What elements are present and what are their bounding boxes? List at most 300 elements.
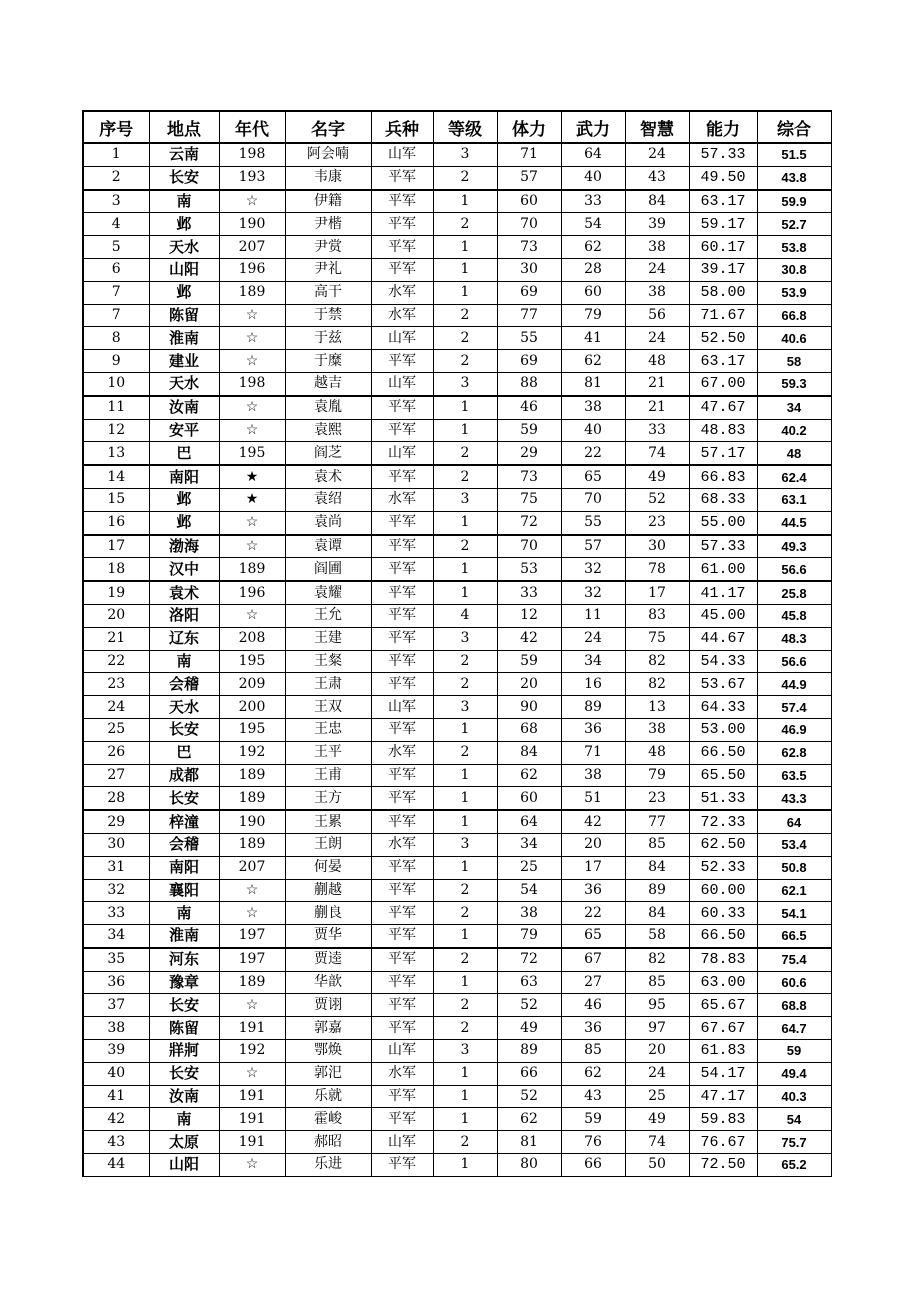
cell-name: 郭嘉 (285, 1017, 371, 1040)
cell-ability: 47.67 (689, 396, 757, 419)
cell-level: 1 (433, 1154, 497, 1177)
cell-wisdom: 13 (625, 696, 689, 719)
cell-overall: 75.4 (757, 948, 831, 971)
cell-ability: 49.50 (689, 166, 757, 189)
cell-name: 何晏 (285, 856, 371, 879)
cell-name: 王忠 (285, 718, 371, 741)
cell-index: 29 (83, 810, 149, 833)
cell-level: 1 (433, 581, 497, 604)
cell-index: 35 (83, 948, 149, 971)
cell-ability: 39.17 (689, 258, 757, 281)
cell-overall: 59.3 (757, 372, 831, 395)
cell-force: 40 (561, 166, 625, 189)
cell-name: 贾华 (285, 925, 371, 948)
cell-stamina: 71 (497, 143, 561, 166)
cell-overall: 48 (757, 442, 831, 465)
cell-overall: 43.3 (757, 787, 831, 810)
cell-level: 2 (433, 213, 497, 236)
cell-force: 16 (561, 673, 625, 696)
cell-era: ☆ (219, 419, 285, 442)
cell-era: ☆ (219, 879, 285, 902)
cell-overall: 51.5 (757, 143, 831, 166)
header-wisdom: 智慧 (625, 111, 689, 143)
cell-level: 2 (433, 304, 497, 327)
cell-index: 25 (83, 718, 149, 741)
cell-location: 长安 (149, 994, 219, 1017)
cell-troop-type: 水军 (371, 304, 433, 327)
cell-ability: 54.33 (689, 650, 757, 673)
cell-wisdom: 43 (625, 166, 689, 189)
cell-index: 39 (83, 1040, 149, 1063)
cell-index: 36 (83, 971, 149, 994)
cell-level: 1 (433, 1108, 497, 1131)
cell-era: ☆ (219, 327, 285, 350)
cell-overall: 63.5 (757, 764, 831, 787)
cell-index: 33 (83, 902, 149, 925)
cell-stamina: 30 (497, 258, 561, 281)
cell-name: 王粲 (285, 650, 371, 673)
cell-wisdom: 30 (625, 535, 689, 558)
cell-name: 王允 (285, 604, 371, 627)
cell-stamina: 73 (497, 236, 561, 259)
cell-wisdom: 24 (625, 1062, 689, 1085)
cell-overall: 43.8 (757, 166, 831, 189)
cell-wisdom: 24 (625, 327, 689, 350)
cell-wisdom: 95 (625, 994, 689, 1017)
cell-location: 天水 (149, 236, 219, 259)
table-row (83, 304, 831, 327)
cell-era: 207 (219, 236, 285, 259)
cell-era: 191 (219, 1108, 285, 1131)
cell-wisdom: 56 (625, 304, 689, 327)
table-row (83, 166, 831, 189)
cell-era: 190 (219, 213, 285, 236)
cell-era: ☆ (219, 994, 285, 1017)
cell-ability: 72.50 (689, 1154, 757, 1177)
cell-location: 邺 (149, 213, 219, 236)
cell-location: 天水 (149, 696, 219, 719)
cell-location: 南 (149, 902, 219, 925)
table-row (83, 1085, 831, 1108)
cell-name: 郝昭 (285, 1131, 371, 1154)
cell-location: 南 (149, 190, 219, 213)
table-row (83, 810, 831, 833)
cell-index: 2 (83, 166, 149, 189)
cell-level: 2 (433, 350, 497, 373)
cell-stamina: 81 (497, 1131, 561, 1154)
cell-troop-type: 平军 (371, 258, 433, 281)
cell-era: 198 (219, 143, 285, 166)
cell-location: 陈留 (149, 1017, 219, 1040)
cell-ability: 44.67 (689, 627, 757, 650)
cell-troop-type: 平军 (371, 673, 433, 696)
cell-location: 建业 (149, 350, 219, 373)
cell-troop-type: 水军 (371, 741, 433, 764)
cell-stamina: 84 (497, 741, 561, 764)
cell-ability: 66.83 (689, 465, 757, 488)
table-row (83, 213, 831, 236)
cell-force: 65 (561, 925, 625, 948)
cell-level: 2 (433, 1131, 497, 1154)
cell-level: 2 (433, 465, 497, 488)
cell-index: 44 (83, 1154, 149, 1177)
cell-index: 37 (83, 994, 149, 1017)
cell-force: 55 (561, 511, 625, 534)
cell-name: 于糜 (285, 350, 371, 373)
cell-wisdom: 38 (625, 281, 689, 304)
cell-troop-type: 平军 (371, 879, 433, 902)
table-row (83, 281, 831, 304)
cell-overall: 64 (757, 810, 831, 833)
cell-era: 197 (219, 925, 285, 948)
cell-troop-type: 水军 (371, 1062, 433, 1085)
cell-stamina: 29 (497, 442, 561, 465)
cell-location: 邺 (149, 488, 219, 511)
cell-level: 4 (433, 604, 497, 627)
cell-name: 王建 (285, 627, 371, 650)
cell-overall: 34 (757, 396, 831, 419)
cell-overall: 64.7 (757, 1017, 831, 1040)
cell-force: 67 (561, 948, 625, 971)
cell-era: 196 (219, 258, 285, 281)
cell-name: 阎圃 (285, 558, 371, 581)
cell-level: 3 (433, 1040, 497, 1063)
cell-location: 牂牁 (149, 1040, 219, 1063)
table-row (83, 1131, 831, 1154)
cell-stamina: 90 (497, 696, 561, 719)
cell-level: 2 (433, 673, 497, 696)
cell-level: 1 (433, 925, 497, 948)
cell-overall: 49.4 (757, 1062, 831, 1085)
cell-index: 34 (83, 925, 149, 948)
cell-overall: 50.8 (757, 856, 831, 879)
cell-level: 3 (433, 627, 497, 650)
cell-level: 2 (433, 741, 497, 764)
cell-name: 鄂焕 (285, 1040, 371, 1063)
header-row (83, 111, 831, 143)
cell-location: 南阳 (149, 856, 219, 879)
cell-troop-type: 平军 (371, 650, 433, 673)
cell-level: 3 (433, 143, 497, 166)
cell-ability: 64.33 (689, 696, 757, 719)
cell-name: 王累 (285, 810, 371, 833)
cell-index: 18 (83, 558, 149, 581)
cell-force: 81 (561, 372, 625, 395)
cell-force: 89 (561, 696, 625, 719)
cell-location: 巴 (149, 741, 219, 764)
cell-level: 2 (433, 1017, 497, 1040)
cell-name: 袁熙 (285, 419, 371, 442)
cell-index: 41 (83, 1085, 149, 1108)
cell-force: 36 (561, 879, 625, 902)
cell-location: 辽东 (149, 627, 219, 650)
cell-force: 38 (561, 764, 625, 787)
cell-wisdom: 85 (625, 833, 689, 856)
cell-name: 贾逵 (285, 948, 371, 971)
cell-overall: 46.9 (757, 718, 831, 741)
cell-stamina: 34 (497, 833, 561, 856)
table-row (83, 535, 831, 558)
header-troop-type: 兵种 (371, 111, 433, 143)
cell-era: 192 (219, 741, 285, 764)
cell-ability: 63.00 (689, 971, 757, 994)
cell-era: ☆ (219, 1154, 285, 1177)
cell-index: 22 (83, 650, 149, 673)
cell-level: 3 (433, 696, 497, 719)
header-level: 等级 (433, 111, 497, 143)
cell-stamina: 72 (497, 511, 561, 534)
cell-location: 南 (149, 1108, 219, 1131)
cell-name: 蒯良 (285, 902, 371, 925)
cell-overall: 75.7 (757, 1131, 831, 1154)
cell-force: 33 (561, 190, 625, 213)
cell-troop-type: 水军 (371, 488, 433, 511)
cell-force: 34 (561, 650, 625, 673)
cell-stamina: 52 (497, 1085, 561, 1108)
cell-level: 1 (433, 1062, 497, 1085)
cell-index: 19 (83, 581, 149, 604)
cell-level: 3 (433, 488, 497, 511)
cell-index: 27 (83, 764, 149, 787)
cell-index: 14 (83, 465, 149, 488)
cell-location: 山阳 (149, 258, 219, 281)
cell-location: 陈留 (149, 304, 219, 327)
cell-force: 62 (561, 1062, 625, 1085)
cell-troop-type: 平军 (371, 604, 433, 627)
cell-wisdom: 97 (625, 1017, 689, 1040)
cell-name: 袁谭 (285, 535, 371, 558)
cell-wisdom: 23 (625, 787, 689, 810)
table-row (83, 327, 831, 350)
cell-era: 189 (219, 787, 285, 810)
cell-name: 袁耀 (285, 581, 371, 604)
cell-index: 10 (83, 372, 149, 395)
cell-ability: 48.83 (689, 419, 757, 442)
cell-era: ☆ (219, 350, 285, 373)
cell-wisdom: 39 (625, 213, 689, 236)
cell-troop-type: 山军 (371, 372, 433, 395)
table-row (83, 372, 831, 395)
cell-troop-type: 平军 (371, 236, 433, 259)
cell-ability: 52.33 (689, 856, 757, 879)
cell-stamina: 60 (497, 787, 561, 810)
cell-level: 1 (433, 558, 497, 581)
table-row (83, 465, 831, 488)
cell-ability: 51.33 (689, 787, 757, 810)
cell-era: 207 (219, 856, 285, 879)
cell-wisdom: 24 (625, 258, 689, 281)
cell-location: 襄阳 (149, 879, 219, 902)
cell-index: 12 (83, 419, 149, 442)
cell-wisdom: 20 (625, 1040, 689, 1063)
cell-overall: 53.4 (757, 833, 831, 856)
cell-stamina: 63 (497, 971, 561, 994)
table-row (83, 1154, 831, 1177)
cell-index: 32 (83, 879, 149, 902)
cell-stamina: 33 (497, 581, 561, 604)
cell-index: 1 (83, 143, 149, 166)
table-row (83, 741, 831, 764)
table-row (83, 627, 831, 650)
cell-wisdom: 75 (625, 627, 689, 650)
cell-force: 60 (561, 281, 625, 304)
cell-stamina: 73 (497, 465, 561, 488)
cell-location: 长安 (149, 166, 219, 189)
cell-stamina: 79 (497, 925, 561, 948)
cell-level: 1 (433, 764, 497, 787)
cell-location: 会稽 (149, 673, 219, 696)
cell-troop-type: 平军 (371, 419, 433, 442)
cell-index: 7 (83, 281, 149, 304)
cell-troop-type: 平军 (371, 535, 433, 558)
table-row (83, 925, 831, 948)
cell-wisdom: 74 (625, 1131, 689, 1154)
cell-name: 王肃 (285, 673, 371, 696)
cell-index: 13 (83, 442, 149, 465)
table-row (83, 419, 831, 442)
cell-force: 36 (561, 718, 625, 741)
table-row (83, 350, 831, 373)
cell-overall: 68.8 (757, 994, 831, 1017)
cell-index: 17 (83, 535, 149, 558)
cell-ability: 55.00 (689, 511, 757, 534)
cell-stamina: 70 (497, 535, 561, 558)
cell-era: 189 (219, 833, 285, 856)
cell-index: 20 (83, 604, 149, 627)
cell-stamina: 69 (497, 350, 561, 373)
header-era: 年代 (219, 111, 285, 143)
cell-era: 191 (219, 1017, 285, 1040)
cell-wisdom: 84 (625, 856, 689, 879)
cell-wisdom: 83 (625, 604, 689, 627)
cell-wisdom: 74 (625, 442, 689, 465)
cell-name: 越吉 (285, 372, 371, 395)
cell-troop-type: 平军 (371, 971, 433, 994)
cell-name: 阿会喃 (285, 143, 371, 166)
cell-era: 189 (219, 558, 285, 581)
cell-name: 袁胤 (285, 396, 371, 419)
cell-troop-type: 平军 (371, 627, 433, 650)
cell-troop-type: 平军 (371, 1154, 433, 1177)
cell-troop-type: 平军 (371, 810, 433, 833)
header-ability: 能力 (689, 111, 757, 143)
table-row (83, 1062, 831, 1085)
cell-ability: 78.83 (689, 948, 757, 971)
cell-troop-type: 山军 (371, 327, 433, 350)
cell-location: 汝南 (149, 396, 219, 419)
cell-index: 23 (83, 673, 149, 696)
cell-location: 太原 (149, 1131, 219, 1154)
cell-era: 190 (219, 810, 285, 833)
cell-ability: 65.67 (689, 994, 757, 1017)
cell-location: 安平 (149, 419, 219, 442)
cell-wisdom: 24 (625, 143, 689, 166)
cell-wisdom: 77 (625, 810, 689, 833)
cell-force: 32 (561, 558, 625, 581)
cell-force: 64 (561, 143, 625, 166)
cell-era: ☆ (219, 902, 285, 925)
cell-overall: 62.1 (757, 879, 831, 902)
cell-troop-type: 山军 (371, 1131, 433, 1154)
cell-location: 洛阳 (149, 604, 219, 627)
table-row (83, 488, 831, 511)
cell-troop-type: 平军 (371, 787, 433, 810)
cell-era: 197 (219, 948, 285, 971)
cell-wisdom: 21 (625, 372, 689, 395)
cell-ability: 76.67 (689, 1131, 757, 1154)
cell-name: 袁尚 (285, 511, 371, 534)
cell-troop-type: 平军 (371, 166, 433, 189)
cell-name: 王平 (285, 741, 371, 764)
cell-troop-type: 平军 (371, 581, 433, 604)
cell-era: 189 (219, 281, 285, 304)
cell-wisdom: 23 (625, 511, 689, 534)
cell-location: 天水 (149, 372, 219, 395)
table-row (83, 673, 831, 696)
cell-wisdom: 82 (625, 948, 689, 971)
roster-table (82, 110, 832, 1177)
cell-ability: 72.33 (689, 810, 757, 833)
cell-location: 淮南 (149, 925, 219, 948)
cell-troop-type: 平军 (371, 994, 433, 1017)
cell-ability: 52.50 (689, 327, 757, 350)
cell-level: 2 (433, 879, 497, 902)
cell-location: 渤海 (149, 535, 219, 558)
cell-ability: 66.50 (689, 741, 757, 764)
cell-era: ☆ (219, 511, 285, 534)
cell-stamina: 12 (497, 604, 561, 627)
cell-index: 4 (83, 213, 149, 236)
cell-overall: 60.6 (757, 971, 831, 994)
cell-force: 66 (561, 1154, 625, 1177)
cell-force: 51 (561, 787, 625, 810)
cell-ability: 67.00 (689, 372, 757, 395)
cell-force: 42 (561, 810, 625, 833)
cell-level: 1 (433, 396, 497, 419)
cell-index: 21 (83, 627, 149, 650)
cell-ability: 47.17 (689, 1085, 757, 1108)
cell-location: 南阳 (149, 465, 219, 488)
cell-ability: 71.67 (689, 304, 757, 327)
cell-index: 31 (83, 856, 149, 879)
header-overall: 综合 (757, 111, 831, 143)
cell-name: 尹赏 (285, 236, 371, 259)
cell-force: 24 (561, 627, 625, 650)
cell-stamina: 66 (497, 1062, 561, 1085)
cell-wisdom: 33 (625, 419, 689, 442)
cell-era: 209 (219, 673, 285, 696)
cell-index: 42 (83, 1108, 149, 1131)
cell-troop-type: 平军 (371, 558, 433, 581)
cell-location: 豫章 (149, 971, 219, 994)
cell-stamina: 88 (497, 372, 561, 395)
cell-overall: 62.8 (757, 741, 831, 764)
cell-stamina: 60 (497, 190, 561, 213)
cell-ability: 53.00 (689, 718, 757, 741)
cell-overall: 56.6 (757, 558, 831, 581)
cell-level: 2 (433, 535, 497, 558)
cell-force: 36 (561, 1017, 625, 1040)
cell-overall: 58 (757, 350, 831, 373)
cell-location: 巴 (149, 442, 219, 465)
cell-index: 6 (83, 258, 149, 281)
cell-troop-type: 平军 (371, 948, 433, 971)
cell-level: 3 (433, 372, 497, 395)
cell-overall: 63.1 (757, 488, 831, 511)
cell-level: 1 (433, 190, 497, 213)
table-row (83, 856, 831, 879)
cell-wisdom: 49 (625, 1108, 689, 1131)
